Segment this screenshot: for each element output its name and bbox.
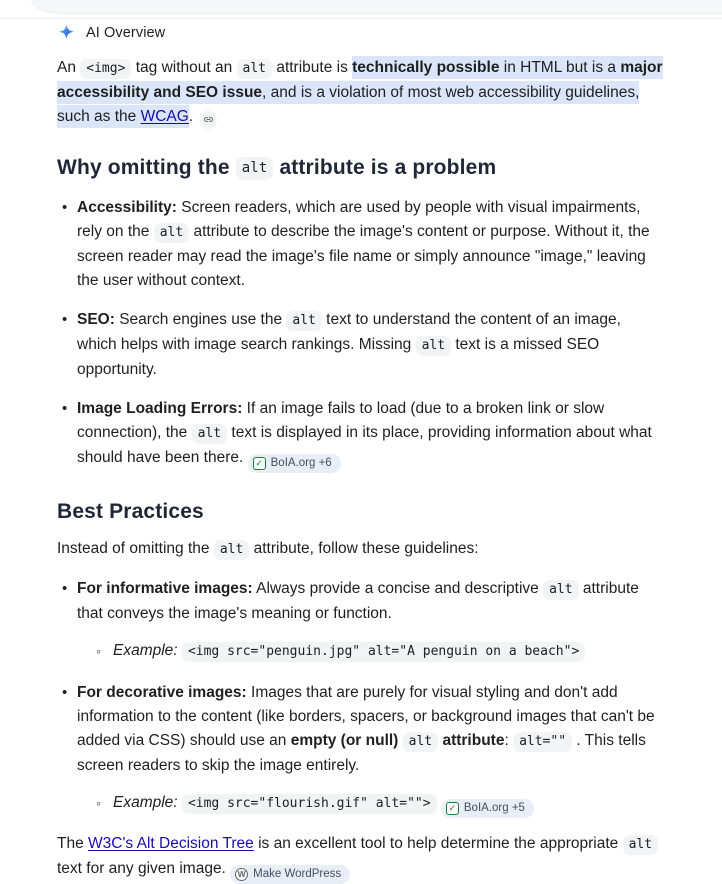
bullet-text bbox=[77, 196, 664, 293]
best-practices-heading bbox=[57, 498, 664, 526]
decorative-images-bullet bbox=[57, 681, 664, 778]
card-corner-decoration bbox=[31, 0, 722, 14]
header-strip bbox=[0, 0, 722, 19]
inline-code: alt bbox=[623, 835, 658, 855]
bullet-text bbox=[113, 791, 664, 818]
bullet-marker: • bbox=[62, 199, 68, 216]
text: An bbox=[57, 59, 81, 76]
text: , and is a violation of most web accessibility guidelines, such as the bbox=[57, 81, 639, 128]
bold-text: empty (or null) bbox=[290, 732, 399, 749]
bullet-marker: • bbox=[62, 580, 68, 597]
bold-text: technically possible bbox=[352, 56, 499, 79]
gemini-sparkle-icon bbox=[57, 23, 76, 42]
source-chip-label: Make WordPress bbox=[253, 868, 342, 880]
text: : bbox=[504, 732, 514, 749]
text: attribute is a problem bbox=[273, 156, 497, 179]
intro-paragraph bbox=[57, 56, 664, 129]
text: Images that are purely for visual styling and don't add information to the content (like borders, spacers, or background images that can't be added via CSS) should use an bbox=[77, 684, 655, 749]
source-chip[interactable] bbox=[441, 799, 534, 818]
text: attribute to describe the image's content or purpose. Without it, the screen reader may read the image's file name or simply announce "image," leaving the user without context. bbox=[77, 223, 650, 289]
inline-code: alt bbox=[236, 157, 274, 180]
image-loading-errors-bullet bbox=[57, 397, 664, 473]
inline-code: <img src="penguin.jpg" alt="A penguin on a beach"> bbox=[182, 642, 585, 662]
bullet-text bbox=[77, 577, 664, 626]
bold-text: attribute bbox=[442, 732, 505, 749]
text: attribute that conveys the image's meaning or function. bbox=[77, 580, 639, 622]
text: If an image fails to load (due to a broken link or slow connection), the bbox=[77, 400, 605, 441]
text: tag without an bbox=[131, 59, 237, 76]
inline-code: alt bbox=[286, 311, 321, 331]
source-chip[interactable] bbox=[230, 865, 350, 884]
text: . This tells screen readers to skip the image entirely. bbox=[77, 732, 646, 774]
text: Why omitting the bbox=[57, 156, 236, 179]
text: text is a missed SEO opportunity. bbox=[77, 336, 600, 378]
text: Search engines use the bbox=[114, 311, 287, 328]
why-omitting-heading bbox=[57, 154, 664, 182]
bullet-marker: ◦ bbox=[96, 643, 101, 659]
bullet-text bbox=[113, 639, 664, 664]
text: Best Practices bbox=[57, 500, 204, 523]
ai-overview-panel bbox=[0, 19, 722, 884]
decorative-example bbox=[57, 791, 664, 818]
inline-code: alt bbox=[192, 424, 227, 444]
text: Instead of omitting the bbox=[57, 540, 214, 557]
inline-code: alt="" bbox=[513, 732, 572, 752]
inline-link[interactable]: W3C's Alt Decision Tree bbox=[88, 835, 254, 852]
bullet-marker: • bbox=[62, 400, 68, 417]
bullet-text bbox=[77, 681, 664, 778]
bullet-marker: • bbox=[62, 684, 68, 701]
closing-paragraph bbox=[57, 832, 664, 884]
ai-overview-body bbox=[57, 56, 664, 884]
inline-code: alt bbox=[403, 732, 438, 752]
source-chip[interactable] bbox=[248, 454, 341, 473]
text: text for any given image. bbox=[57, 860, 231, 877]
source-chip-label: BoIA.org +6 bbox=[270, 457, 332, 469]
bold-text: For informative images: bbox=[77, 580, 253, 597]
bullet-text bbox=[77, 308, 664, 382]
text: Always provide a concise and descriptive bbox=[252, 580, 544, 597]
bold-text: SEO: bbox=[77, 311, 115, 328]
accessibility-bullet bbox=[57, 196, 664, 293]
inline-code: alt bbox=[154, 223, 189, 243]
text: text to understand the content of an image, which helps with image search rankings. Missing bbox=[77, 311, 621, 353]
text: in HTML but is a bbox=[499, 56, 620, 79]
bullet-text bbox=[77, 397, 664, 473]
italic-label: Example: bbox=[113, 794, 178, 811]
inline-link[interactable]: WCAG bbox=[141, 105, 189, 128]
source-chip-label: BoIA.org +5 bbox=[463, 802, 525, 814]
bullet-marker: • bbox=[62, 311, 68, 328]
informative-images-bullet bbox=[57, 577, 664, 626]
seo-bullet bbox=[57, 308, 664, 382]
text: The bbox=[57, 835, 89, 852]
wordpress-favicon-icon: W bbox=[235, 868, 248, 881]
inline-code: alt bbox=[237, 59, 272, 79]
citation-link-icon[interactable] bbox=[199, 111, 217, 129]
ai-overview-header bbox=[57, 19, 664, 42]
informative-example bbox=[57, 639, 664, 664]
text: attribute is bbox=[272, 59, 353, 76]
inline-code: <img src="flourish.gif" alt=""> bbox=[182, 794, 437, 814]
text: attribute, follow these guidelines: bbox=[249, 540, 479, 557]
best-practices-intro bbox=[57, 537, 664, 562]
inline-code: <img> bbox=[80, 59, 131, 79]
text bbox=[398, 732, 402, 749]
boia-favicon-icon: ✓ bbox=[253, 457, 266, 470]
bullet-marker: ◦ bbox=[96, 795, 101, 811]
italic-label: Example: bbox=[113, 642, 178, 659]
inline-code: alt bbox=[214, 540, 249, 560]
boia-favicon-icon: ✓ bbox=[446, 802, 459, 815]
bold-text: major accessibility and SEO issue bbox=[57, 56, 663, 104]
text: Screen readers, which are used by people with visual impairments, rely on the bbox=[77, 199, 641, 240]
text: text is displayed in its place, providing information about what should have been there. bbox=[77, 424, 652, 466]
bold-text: For decorative images: bbox=[77, 684, 247, 701]
bold-text: Image Loading Errors: bbox=[77, 400, 243, 417]
bold-text: Accessibility: bbox=[77, 199, 177, 216]
inline-code: alt bbox=[543, 580, 578, 600]
text: is an excellent tool to help determine the appropriate bbox=[253, 835, 623, 852]
inline-code: alt bbox=[416, 336, 451, 356]
ai-overview-title: AI Overview bbox=[86, 24, 166, 41]
text: . bbox=[188, 108, 198, 125]
